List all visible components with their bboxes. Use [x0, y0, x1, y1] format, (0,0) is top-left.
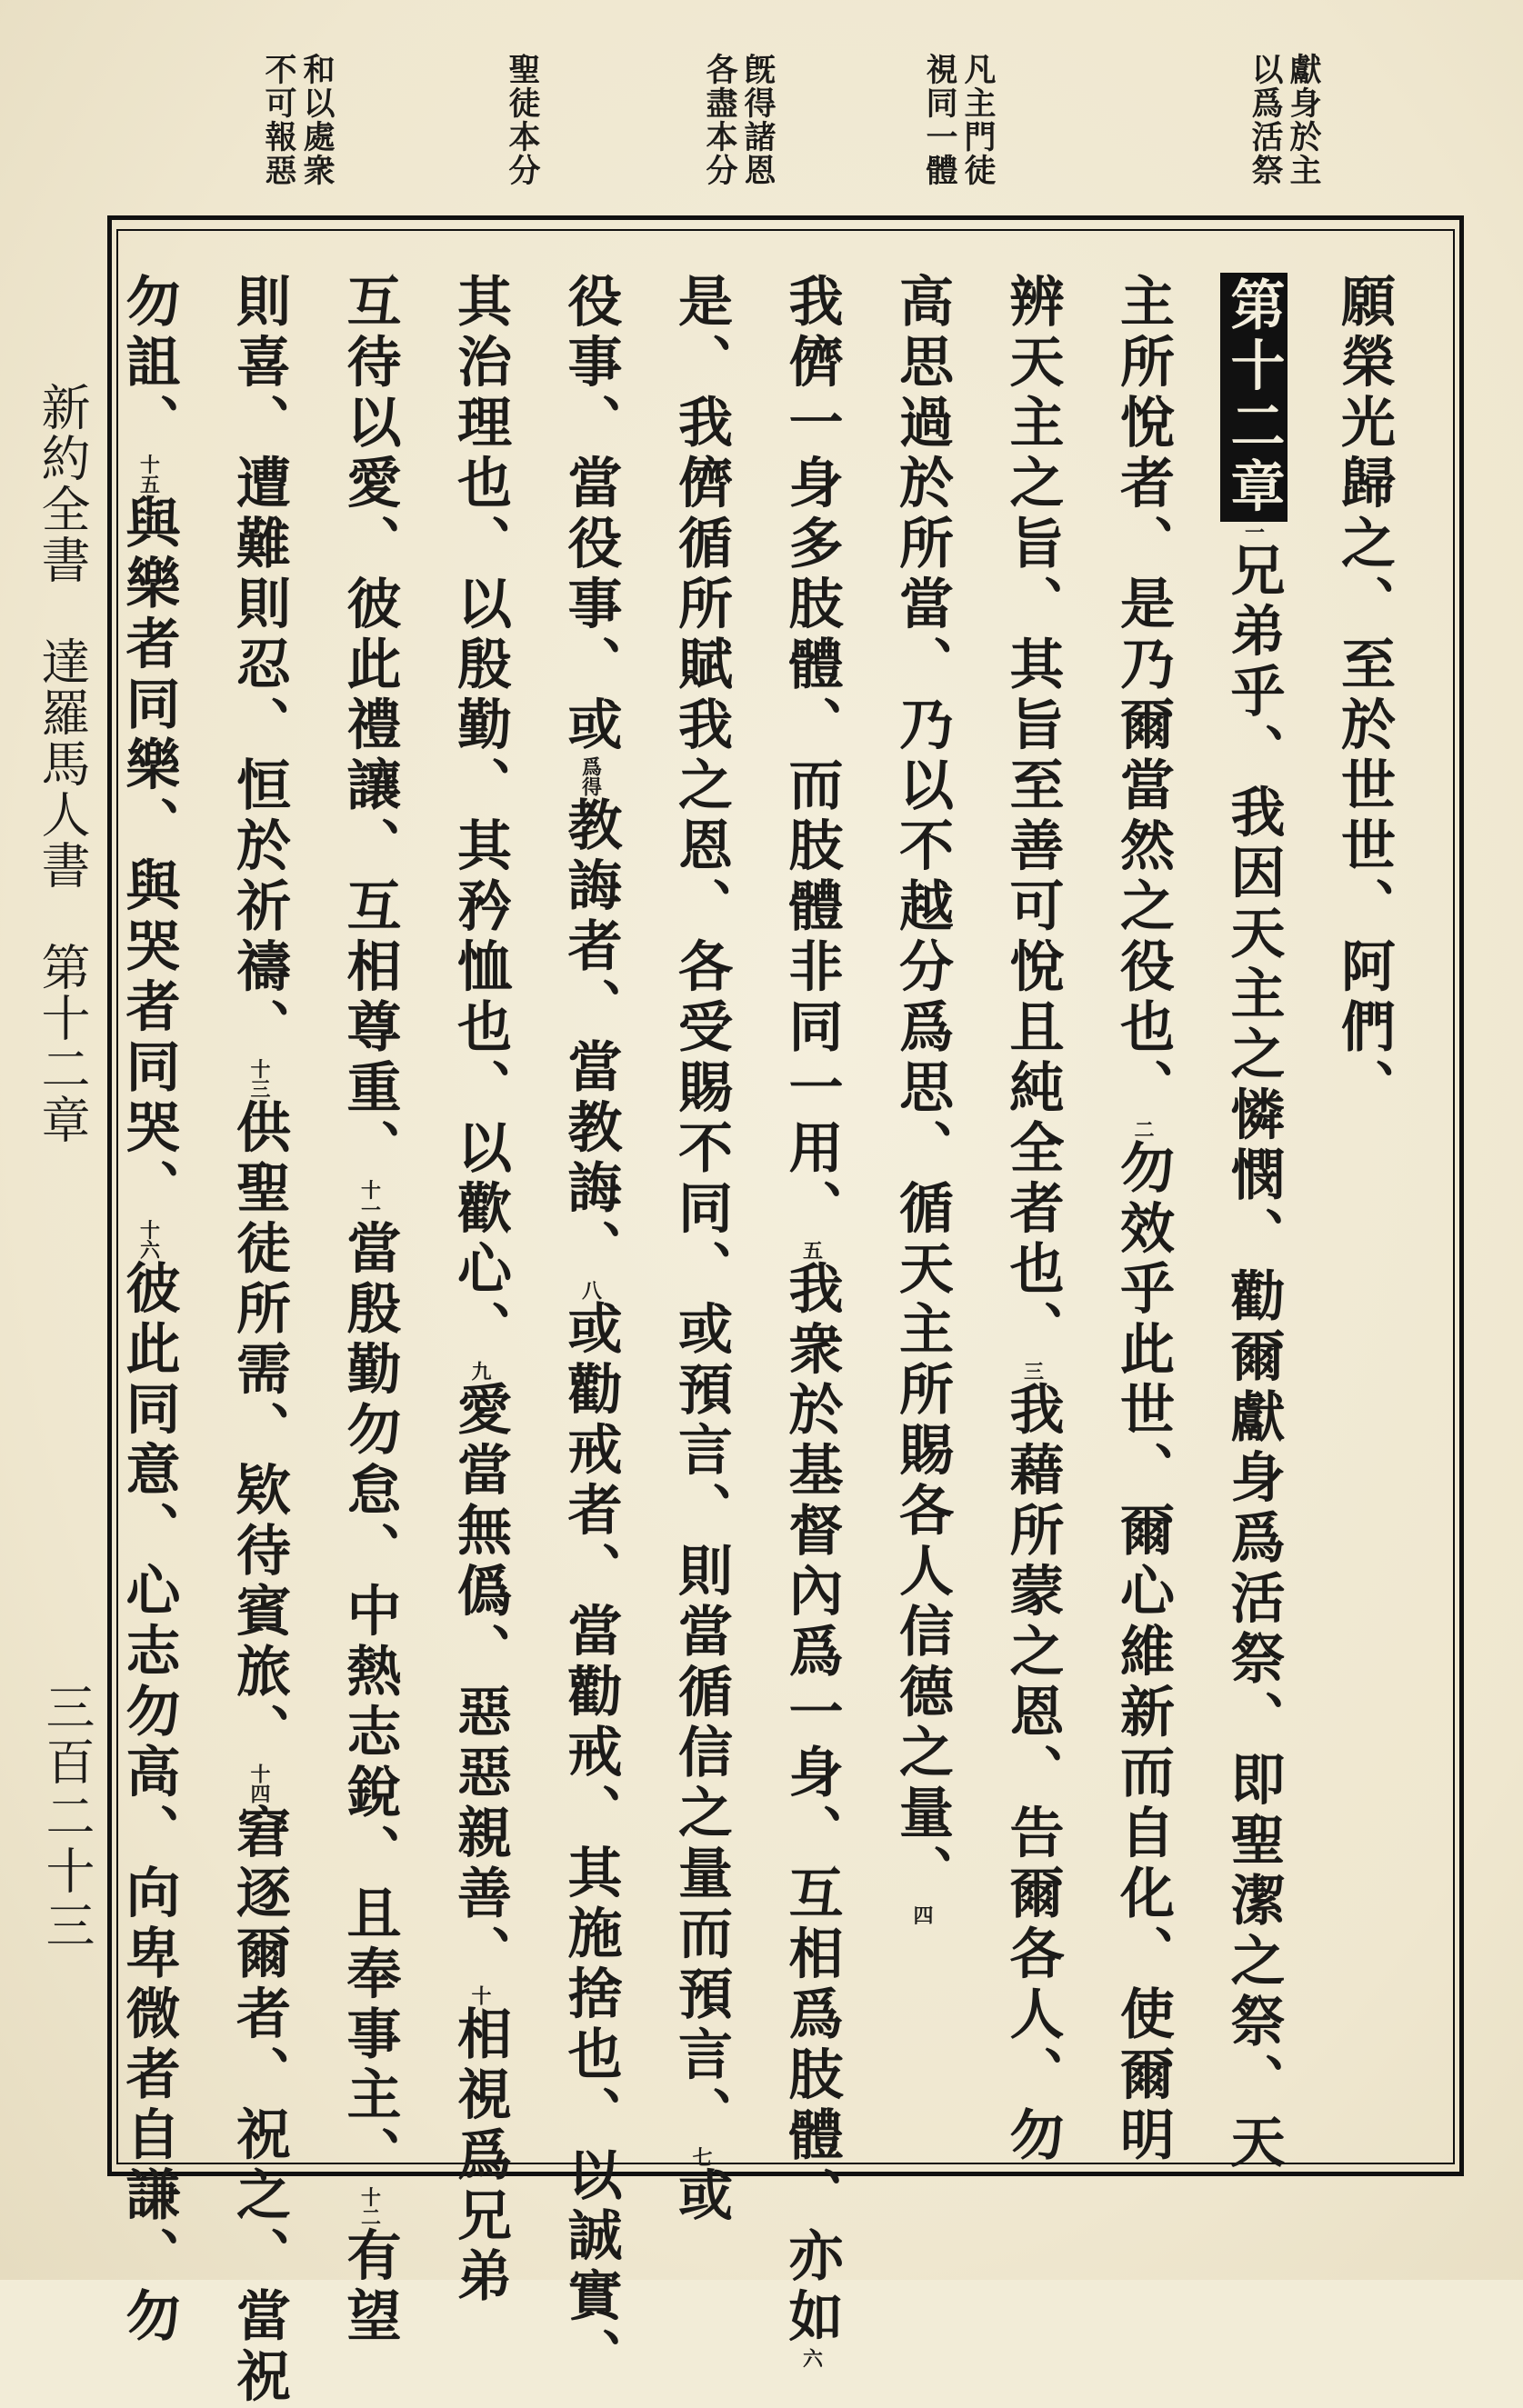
- verse-number: 十: [468, 1985, 492, 2005]
- running-head: 新約全書 達羅馬人書 第十二章: [34, 382, 91, 1145]
- verse-number: 八: [578, 1280, 603, 1300]
- text-run: 我儕一身多肢體、而肢體非同一用、: [779, 273, 844, 1240]
- text-run: 彼此同意、心志勿高、向卑微者自謙、勿: [116, 1259, 181, 2348]
- verse-number: 十五: [136, 454, 161, 495]
- verse-number: 十四: [247, 1764, 271, 1804]
- text-run: 有望: [337, 2226, 402, 2348]
- text-run: 或: [669, 2166, 733, 2227]
- text-run: 我衆於基督內爲一身、互相爲肢體、亦如: [779, 1260, 844, 2348]
- verse-number: 五: [799, 1240, 824, 1260]
- verse-number: 九: [468, 1361, 492, 1381]
- text-run: 愛當無僞、惡惡親善、: [448, 1381, 512, 1985]
- headnote-gifts-duty: 旣得諸恩 各盡本分: [701, 53, 777, 187]
- text-run: 供聖徒所需、欵待賓旅、: [227, 1098, 291, 1764]
- interlinear-note: 爲得: [578, 756, 603, 796]
- text-run: 則喜、遭難則忍、恒於祈禱、: [227, 273, 291, 1059]
- text-run: 勿詛、: [116, 273, 181, 455]
- verse-number: 十一: [357, 1179, 382, 1220]
- verse-number: 十三: [247, 1058, 271, 1099]
- verse-number: 二: [1131, 1119, 1155, 1139]
- text-run: 主所悅者、是乃爾當然之役也、: [1111, 273, 1175, 1119]
- verse-number: 六: [799, 2348, 824, 2368]
- chapter-title: 第十二章: [1220, 273, 1288, 522]
- verse-number: 十六: [136, 1219, 161, 1260]
- text-run: 與樂者同樂、與哭者同哭、: [116, 494, 181, 1220]
- headnote-saints-duty: 聖徒本分: [504, 53, 541, 187]
- text-run: 教誨者、當教誨、: [558, 796, 623, 1280]
- text-run: 互待以愛、彼此禮讓、互相尊重、: [337, 273, 402, 1180]
- text-run: 辨天主之旨、其旨至善可悅且純全者也、: [1000, 273, 1065, 1361]
- text-run: 高思過於所當、乃以不越分爲思、循天主所賜各人信德之量、: [890, 273, 954, 1905]
- text-run: 相視爲兄弟: [448, 2005, 512, 2308]
- page-number: 三百二十三: [38, 1682, 95, 1954]
- verse-number: 七: [689, 2146, 713, 2167]
- text-run: 勿效乎此世、爾心維新而自化、使爾明: [1111, 1139, 1175, 2167]
- verse-number: 三: [1020, 1361, 1045, 1381]
- main-text-block: [116, 273, 1418, 2408]
- text-run: 兄弟乎、我因天主之憐憫、勸爾獻身爲活祭、即聖潔之祭、天: [1221, 542, 1286, 2174]
- text-run: 我藉所蒙之恩、告爾各人、勿: [1000, 1381, 1065, 2167]
- text-run: 其治理也、以殷勤、其矜恤也、以歡心、: [448, 273, 512, 1361]
- headnote-offer-body: 獻身於主 以爲活祭: [1247, 53, 1322, 187]
- headnote-one-body: 凡主門徒 視同一體: [921, 53, 997, 187]
- verse-number: 十二: [357, 2186, 382, 2227]
- headnote-harmony: 和以處衆 不可報惡: [260, 53, 336, 187]
- text-column: 願榮光歸之、至於世世、阿們、: [1332, 273, 1396, 1119]
- text-run: 窘逐爾者、祝之、當祝: [227, 1804, 291, 2408]
- text-run: 役事、當役事、或: [558, 273, 623, 756]
- text-run: 當殷勤勿怠、中熱志銳、且奉事主、: [337, 1219, 402, 2187]
- text-run: 是、我儕循所賦我之恩、各受賜不同、或預言、則當循信之量而預言、: [669, 273, 733, 2147]
- verse-number: 四: [910, 1904, 934, 1925]
- text-run: 或勸戒者、當勸戒、其施捨也、以誠實、: [558, 1300, 623, 2388]
- verse-number: 一: [1241, 522, 1266, 542]
